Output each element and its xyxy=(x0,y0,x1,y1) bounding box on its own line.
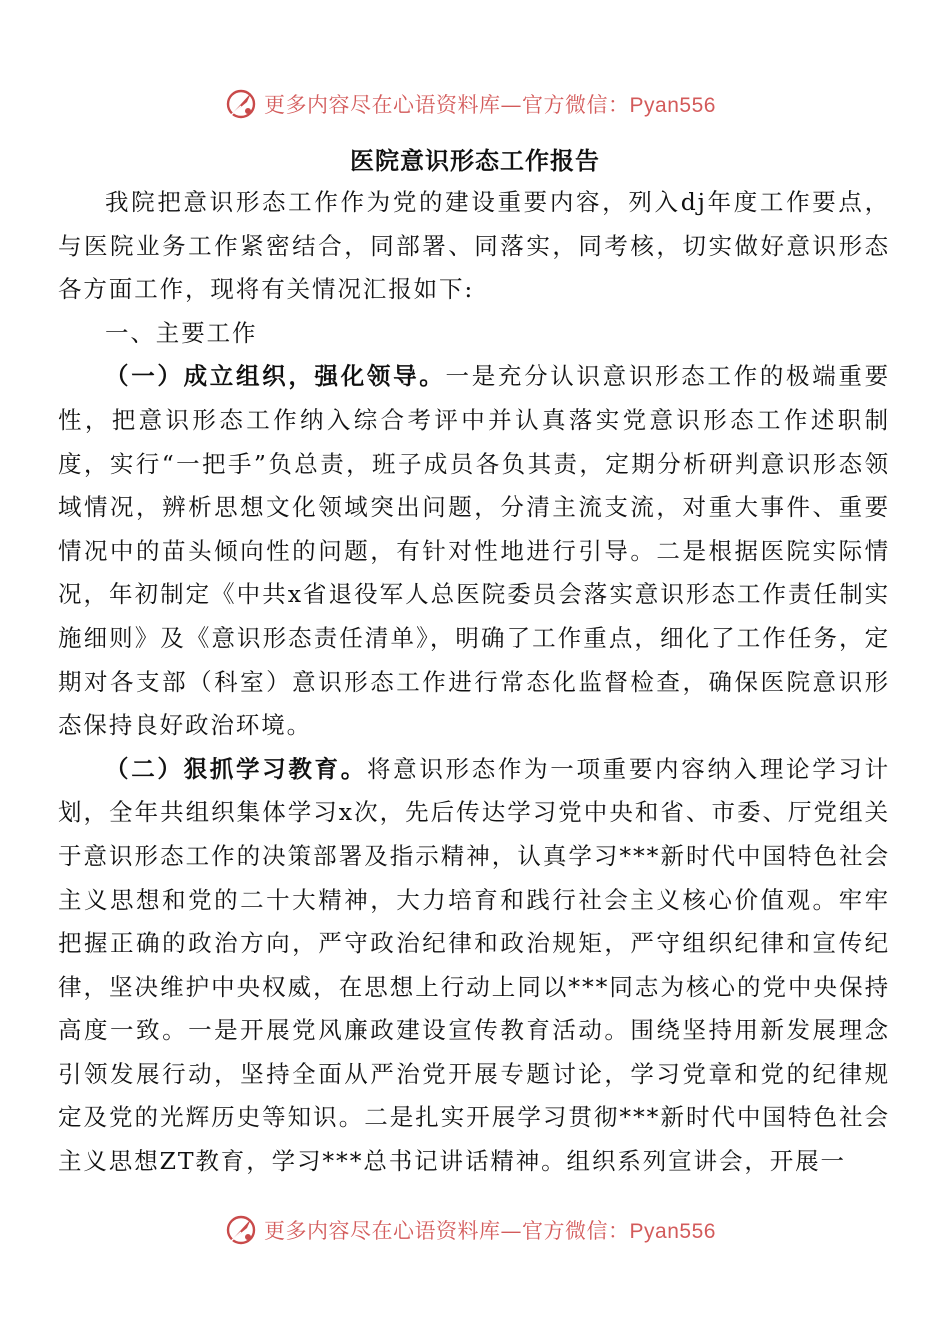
item-2-lead: （二）狠抓学习教育。 xyxy=(105,754,367,783)
watermark-text xyxy=(264,1215,716,1245)
watermark-group xyxy=(224,87,716,121)
item-1-lead: （一）成立组织，强化领导。 xyxy=(105,362,446,391)
section-heading: 一、主要工作 xyxy=(105,318,258,347)
footer-watermark xyxy=(0,1210,950,1250)
quill-pen-circle-icon xyxy=(224,87,258,121)
watermark-label: 更多内容尽在心语资料库—官方微信： xyxy=(264,1219,630,1243)
watermark-wechat-id: Pyan556 xyxy=(629,1220,716,1243)
item-2-body: 将意识形态作为一项重要内容纳入理论学习计划，全年共组织集体学习x次，先后传达学习党中央和省、市委、厅党组关于意识形态工作的决策部署及指示精神，认真学习***新时代中国特色社会主义思想和党的二十大精神，大力培育和践行社会主义核心价值观。牢牢把握正确的政治方向，严守政治纪律和政治规矩，严守组织纪律和宣传纪律，坚决维护中央权威，在思想上行动上同以***同志为核心的党中央保持高度一致。一是开展党风廉政建设宣传教育活动。围绕坚持用新发展理念引领发展行动，坚持全面从严治党开展专题讨论，学习党章和党的纪律规定及党的光辉历史等知识。二是扎实开展学习贯彻***新时代中国特色社会主义思想ZT教育，学习***总书记讲话精神。组织系列宣讲会，开展一 xyxy=(58,754,891,1176)
document-body xyxy=(58,181,890,1184)
header-watermark xyxy=(0,84,950,124)
watermark-group xyxy=(224,1213,716,1247)
watermark-text xyxy=(264,89,716,119)
quill-pen-circle-icon xyxy=(224,1213,258,1247)
intro-paragraph: 我院把意识形态工作作为党的建设重要内容，列入dj年度工作要点，与医院业务工作紧密结合，同部署、同落实，同考核，切实做好意识形态各方面工作，现将有关情况汇报如下: xyxy=(58,188,890,304)
watermark-wechat-id: Pyan556 xyxy=(629,94,716,117)
document-title: 医院意识形态工作报告 xyxy=(350,146,600,175)
item-1-body: 一是充分认识意识形态工作的极端重要性，把意识形态工作纳入综合考评中并认真落实党意识形态工作述职制度，实行“一把手”负总责，班子成员各负其责，定期分析研判意识形态领域情况，辨析思想文化领域突出问题，分清主流支流，对重大事件、重要情况中的苗头倾向性的问题，有针对性地进行引导。二是根据医院实际情况，年初制定《中共x省退役军人总医院委员会落实意识形态工作责任制实施细则》及《意识形态责任清单》，明确了工作重点，细化了工作任务，定期对各支部（科室）意识形态工作进行常态化监督检查，确保医院意识形态保持良好政治环境。 xyxy=(58,362,890,740)
item-1-paragraph xyxy=(58,355,890,747)
item-2-paragraph xyxy=(58,748,890,1184)
watermark-label: 更多内容尽在心语资料库—官方微信： xyxy=(264,93,630,117)
